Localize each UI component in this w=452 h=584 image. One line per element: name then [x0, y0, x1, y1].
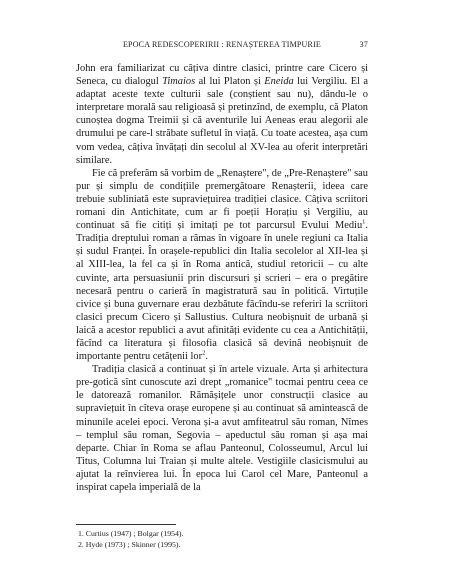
body-text	[76, 62, 368, 494]
footnotes	[78, 528, 368, 550]
running-head-title: EPOCA REDESCOPERIRII : RENAȘTEREA TIMPURIE	[122, 40, 322, 49]
text-run: Tradiția clasică a continuat și în artele vizuale. Arta și arhitectura pre-gotică sînt cunoscute azi drept „romanice" tocmai pentru ceea ce le datorează romanilor. Rămășițele unor construcții clasice au supraviețuit în cîteva orașe europene și au continuat să amintească de minunile acelei epoci. Verona și-a avut amfiteatrul său roman, Nîmes – templul său roman, Segovia – apeductul său roman și așa mai departe. Chiar în Roma se aflau Panteonul, Colosseumul, Arcul lui Titus, Columna lui Traian și multe altele. Vestigiile clasicismului au ajutat la reînvierea lui. În epoca lui Carol cel Mare, Panteonul a inspirat capela imperială de la	[76, 364, 368, 493]
paragraph-1	[76, 62, 368, 167]
text-run: John era familiarizat cu câțiva dintre clasici, printre care Cicero și Seneca, cu dialogul	[76, 63, 368, 88]
paragraph-2	[76, 167, 368, 363]
paragraph-3	[76, 363, 368, 494]
footnote-ref: 1	[362, 218, 366, 226]
footnote-separator	[76, 524, 176, 525]
footnote-ref: 2	[202, 349, 206, 357]
text-run: Fie că preferăm să vorbim de „Renaștere", de „Pre-Renaștere" sau pur și simplu de condițiile premergătoare Renașterii, ideea care trebuie subliniată este supraviețuirea tradiției clasice. Câțiva scriitori romani din Antichitate, cum ar fi poeții Horațiu și Vergiliu, au continuat să fie citiți și imitați pe tot parcursul Evului Mediu	[76, 167, 368, 232]
italic-title: Eneida	[264, 76, 294, 88]
text-run: al lui Platon și	[195, 76, 265, 88]
text-run: .	[205, 351, 208, 363]
text-run: lui Vergiliu. El a adaptat aceste texte culturii sale (conștient sau nu), dându-le o interpretare morală sau religioasă și pretinzînd, de exemplu, că Platon cunoștea dogma Treimii și că aventurile lui Aeneas erau alegorii ale drumului pe care-l străbate sufletul în viață. Cu toate acestea, așa cum vom vedea, câțiva învățați din secolul al XV-lea au oferit interpretări similare.	[76, 76, 368, 166]
italic-title: Timaios	[162, 76, 196, 88]
footnote-2: 2. Hyde (1973) ; Skinner (1995).	[78, 540, 181, 549]
footnote-1: 1. Curtius (1947) ; Bolgar (1954).	[78, 529, 184, 538]
running-header	[76, 40, 368, 54]
page-number: 37	[359, 40, 368, 49]
text-run: . Tradiția dreptului roman a rămas în vigoare în unele regiuni ca Italia și sudul Franței. În orașele-republici din Italia secolelor al XII-lea și al XIII-lea, la fel ca și în Roma antică, studiul retoricii – cu alte cuvinte, arta persuasiunii prin discursuri și scrieri – era o pregătire necesară pentru o carieră în magistratură sau în politică. Virtuțile civice și buna guvernare erau dezbătute făcîndu-se referiri la scriitori clasici precum Cicero și Sallustius. Cultura neobișnuit de urbană și laică a acestor republici a avut afinități evidente cu cea a Antichității, făcînd ca literatura și filosofia clasică să devină neobișnuit de importante pentru cetățenii lor	[76, 220, 368, 363]
